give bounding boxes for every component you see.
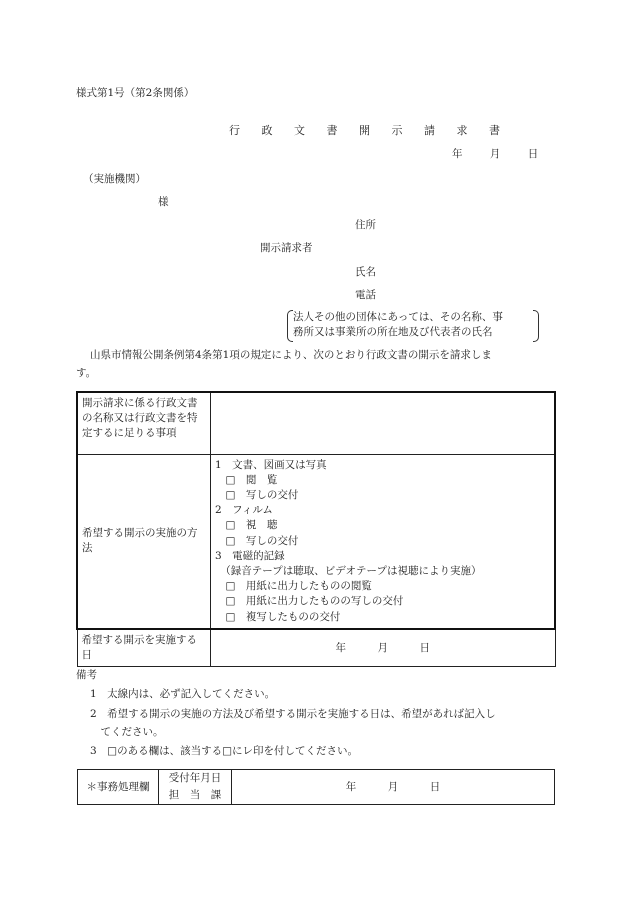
name-label: 氏名 — [355, 266, 376, 278]
notes-heading: 備考 — [76, 669, 97, 681]
note-item-1: 1 太線内は、必ず記入してください。 — [90, 688, 276, 701]
implementation-date-field[interactable]: 年 月 日 — [211, 629, 556, 667]
right-bracket — [533, 310, 539, 342]
option-category-electronic: 3 電磁的記録 — [215, 549, 285, 562]
address-label: 住所 — [355, 219, 376, 231]
option-checkbox-inspection[interactable]: □ 閲 覧 — [215, 473, 278, 486]
corporation-note — [287, 310, 539, 340]
requester-label: 開示請求者 — [260, 242, 313, 254]
note-item-3: 3 □のある欄は、該当する□にレ印を付してください。 — [90, 744, 359, 757]
option-checkbox-duplicate[interactable]: □ 複写したものの交付 — [215, 610, 341, 623]
option-checkbox-viewing[interactable]: □ 視 聴 — [215, 519, 278, 532]
sama-label: 様 — [158, 196, 169, 208]
request-date — [452, 147, 538, 162]
date-month: 月 — [489, 148, 501, 160]
document-name-label: 開示請求に係る行政文書の名称又は行政文書を特定するに足りる事項 — [77, 392, 211, 454]
reception-date-field[interactable]: 年 月 日 — [232, 770, 555, 805]
document-name-field[interactable] — [211, 392, 556, 454]
notes-section — [76, 668, 496, 759]
option-checkbox-copy-film[interactable]: □ 写しの交付 — [215, 534, 299, 547]
implementation-date-label: 希望する開示を実施する日 — [77, 629, 211, 667]
office-use-table — [77, 769, 555, 805]
option-checkbox-print-copy[interactable]: □ 用紙に出力したものの写しの交付 — [215, 595, 404, 608]
agency-label: （実施機関） — [83, 173, 146, 185]
reception-date-label: 受付年月日 — [159, 770, 232, 788]
office-use-label: ＊事務処理欄 — [78, 770, 159, 805]
corp-note-line-2: 務所又は事業所の所在地及び代表者の氏名 — [293, 326, 493, 338]
date-year: 年 — [452, 148, 463, 160]
corp-note-line-1: 法人その他の団体にあっては、その名称、事 — [293, 311, 503, 323]
option-category-documents: 1 文書、図画又は写真 — [215, 458, 327, 471]
phone-label: 電話 — [355, 289, 376, 301]
document-title: 行 政 文 書 開 示 請 求 書 — [229, 124, 509, 137]
department-label: 担 当 課 — [159, 787, 232, 805]
intro-text-line-1: 山県市情報公開条例第4条第1項の規定により、次のとおり行政文書の開示を請求しま — [90, 349, 492, 361]
note-item-2: 2 希望する開示の実施の方法及び希望する開示を実施する日は、希望があれば記入し — [90, 708, 496, 721]
option-category-film: 2 フィルム — [215, 504, 273, 517]
date-day: 日 — [527, 148, 539, 160]
method-label: 希望する開示の実施の方法 — [77, 454, 211, 629]
option-note-electronic: （録音テープは聴取、ビデオテープは視聴により実施） — [215, 565, 482, 578]
method-options — [211, 454, 556, 629]
request-table — [76, 391, 556, 667]
form-number: 様式第1号（第2条関係） — [76, 87, 195, 99]
option-checkbox-print-inspection[interactable]: □ 用紙に出力したものの閲覧 — [215, 580, 372, 593]
option-checkbox-copy-documents[interactable]: □ 写しの交付 — [215, 488, 299, 501]
note-item-2-cont: てください。 — [90, 725, 164, 738]
intro-text-line-2: す。 — [76, 367, 97, 379]
